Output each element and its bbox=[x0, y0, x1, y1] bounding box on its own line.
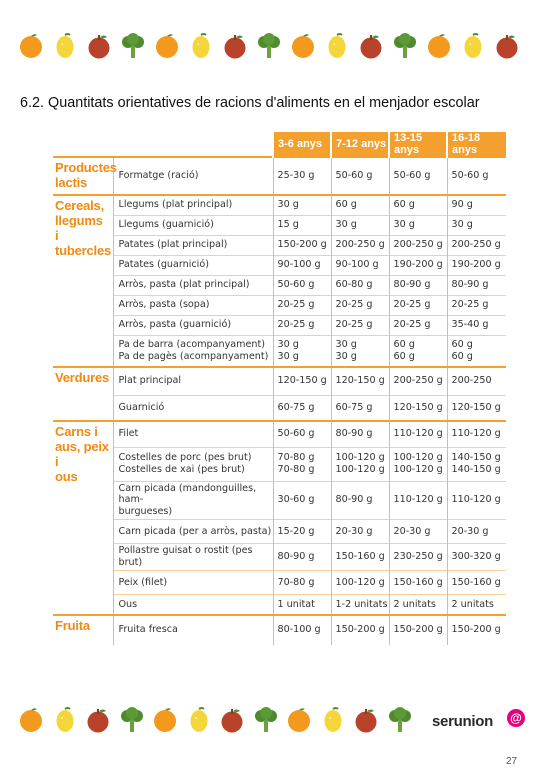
apple-icon bbox=[358, 32, 384, 60]
portion-value: 50-60 g bbox=[273, 275, 331, 295]
lemon-icon bbox=[188, 32, 214, 60]
orange-icon bbox=[18, 706, 44, 734]
page-number: 27 bbox=[506, 756, 518, 767]
category-label: Cereals, llegums i tubercles bbox=[53, 195, 113, 367]
portion-value: 1 unitat bbox=[273, 595, 331, 615]
portion-value: 190-200 g bbox=[447, 255, 506, 275]
portion-value: 30 g 30 g bbox=[273, 335, 331, 367]
table-row bbox=[53, 157, 506, 195]
category-label: Carns i aus, peix i ous bbox=[53, 421, 113, 615]
lemon-icon bbox=[320, 706, 346, 734]
food-item: Carn picada (mandonguilles, ham- burgueses) bbox=[113, 481, 273, 520]
portion-value: 200-250 g bbox=[389, 235, 447, 255]
food-item: Pollastre guisat o rostit (pes brut) bbox=[113, 544, 273, 571]
portion-value: 150-200 g bbox=[389, 615, 447, 645]
portion-value: 20-30 g bbox=[447, 520, 506, 544]
portion-value: 150-160 g bbox=[447, 571, 506, 595]
table-row bbox=[53, 421, 506, 447]
portion-value: 150-200 g bbox=[447, 615, 506, 645]
table-row bbox=[53, 395, 506, 421]
portion-value: 2 unitats bbox=[447, 595, 506, 615]
portion-value: 20-30 g bbox=[389, 520, 447, 544]
portion-value: 20-25 g bbox=[273, 295, 331, 315]
apple-icon bbox=[222, 32, 248, 60]
portion-value: 50-60 g bbox=[389, 157, 447, 195]
table-row bbox=[53, 315, 506, 335]
portion-value: 20-30 g bbox=[331, 520, 389, 544]
food-item: Llegums (plat principal) bbox=[113, 195, 273, 215]
table-row bbox=[53, 215, 506, 235]
portion-value: 20-25 g bbox=[447, 295, 506, 315]
category-label: Fruita bbox=[53, 615, 113, 645]
food-item: Costelles de porc (pes brut) Costelles de xai (pes brut) bbox=[113, 447, 273, 481]
lemon-icon bbox=[52, 32, 78, 60]
food-item: Filet bbox=[113, 421, 273, 447]
age-column-header: 7-12 anys bbox=[331, 132, 389, 157]
portion-value: 60-75 g bbox=[273, 395, 331, 421]
portion-value: 80-90 g bbox=[273, 544, 331, 571]
category-label: Productes lactis bbox=[53, 157, 113, 195]
portion-value: 120-150 g bbox=[331, 367, 389, 395]
portion-value: 1-2 unitats bbox=[331, 595, 389, 615]
food-item: Pa de barra (acompanyament) Pa de pagès (acompanyament) bbox=[113, 335, 273, 367]
portion-value: 150-160 g bbox=[389, 571, 447, 595]
orange-icon bbox=[426, 32, 452, 60]
lemon-icon bbox=[324, 32, 350, 60]
portion-value: 90-100 g bbox=[331, 255, 389, 275]
portion-value: 90-100 g bbox=[273, 255, 331, 275]
portion-value: 140-150 g 140-150 g bbox=[447, 447, 506, 481]
portion-value: 30 g bbox=[273, 195, 331, 215]
orange-icon bbox=[154, 32, 180, 60]
food-item: Plat principal bbox=[113, 367, 273, 395]
portion-value: 25-30 g bbox=[273, 157, 331, 195]
broccoli-icon bbox=[256, 32, 282, 60]
apple-icon bbox=[219, 706, 245, 734]
table-row bbox=[53, 235, 506, 255]
portion-value: 50-60 g bbox=[273, 421, 331, 447]
portion-value: 100-120 g 100-120 g bbox=[331, 447, 389, 481]
portion-value: 80-90 g bbox=[389, 275, 447, 295]
table-row bbox=[53, 255, 506, 275]
broccoli-icon bbox=[120, 32, 146, 60]
serunion-logo: serunion bbox=[432, 713, 493, 730]
portion-value: 120-150 g bbox=[389, 395, 447, 421]
portion-value: 30 g 30 g bbox=[331, 335, 389, 367]
portion-value: 120-150 g bbox=[447, 395, 506, 421]
food-item: Formatge (ració) bbox=[113, 157, 273, 195]
apple-icon bbox=[494, 32, 520, 60]
table-row bbox=[53, 481, 506, 520]
portion-value: 20-25 g bbox=[273, 315, 331, 335]
table-row bbox=[53, 447, 506, 481]
rations-table-container bbox=[53, 132, 506, 645]
food-item: Guarnició bbox=[113, 395, 273, 421]
age-column-header: 3-6 anys bbox=[273, 132, 331, 157]
portion-value: 100-120 g 100-120 g bbox=[389, 447, 447, 481]
fruit-decoration-top bbox=[18, 32, 522, 62]
portion-value: 200-250 g bbox=[389, 367, 447, 395]
portion-value: 200-250 g bbox=[447, 235, 506, 255]
lemon-icon bbox=[52, 706, 78, 734]
portion-value: 70-80 g bbox=[273, 571, 331, 595]
serunion-logo-mark: @ bbox=[507, 709, 525, 727]
portion-value: 90 g bbox=[447, 195, 506, 215]
table-row bbox=[53, 544, 506, 571]
portion-value: 110-120 g bbox=[389, 421, 447, 447]
table-row bbox=[53, 615, 506, 645]
apple-icon bbox=[86, 32, 112, 60]
table-row bbox=[53, 295, 506, 315]
portion-value: 110-120 g bbox=[389, 481, 447, 520]
table-header bbox=[53, 132, 506, 157]
age-column-header: 13-15 anys bbox=[389, 132, 447, 157]
header-blank bbox=[113, 132, 273, 157]
portion-value: 60-75 g bbox=[331, 395, 389, 421]
portion-value: 2 unitats bbox=[389, 595, 447, 615]
portion-value: 50-60 g bbox=[447, 157, 506, 195]
portion-value: 20-25 g bbox=[331, 315, 389, 335]
portion-value: 20-25 g bbox=[331, 295, 389, 315]
orange-icon bbox=[18, 32, 44, 60]
section-heading: 6.2. Quantitats orientatives de racions d'aliments en el menjador escolar bbox=[20, 95, 480, 111]
portion-value: 60 g 60 g bbox=[389, 335, 447, 367]
food-item: Peix (filet) bbox=[113, 571, 273, 595]
table-row bbox=[53, 595, 506, 615]
apple-icon bbox=[85, 706, 111, 734]
rations-table bbox=[53, 132, 506, 645]
broccoli-icon bbox=[119, 706, 145, 734]
food-item: Carn picada (per a arròs, pasta) bbox=[113, 520, 273, 544]
portion-value: 20-25 g bbox=[389, 295, 447, 315]
portion-value: 80-90 g bbox=[331, 421, 389, 447]
portion-value: 60 g bbox=[331, 195, 389, 215]
lemon-icon bbox=[460, 32, 486, 60]
portion-value: 200-250 bbox=[447, 367, 506, 395]
portion-value: 35-40 g bbox=[447, 315, 506, 335]
portion-value: 150-200 g bbox=[273, 235, 331, 255]
portion-value: 60-80 g bbox=[331, 275, 389, 295]
header-blank bbox=[53, 132, 113, 157]
portion-value: 110-120 g bbox=[447, 421, 506, 447]
portion-value: 15-20 g bbox=[273, 520, 331, 544]
portion-value: 120-150 g bbox=[273, 367, 331, 395]
portion-value: 60 g 60 g bbox=[447, 335, 506, 367]
food-item: Fruita fresca bbox=[113, 615, 273, 645]
table-body bbox=[53, 157, 506, 645]
portion-value: 15 g bbox=[273, 215, 331, 235]
portion-value: 110-120 g bbox=[447, 481, 506, 520]
portion-value: 80-100 g bbox=[273, 615, 331, 645]
lemon-icon bbox=[186, 706, 212, 734]
table-row bbox=[53, 367, 506, 395]
table-row bbox=[53, 275, 506, 295]
table-row bbox=[53, 571, 506, 595]
portion-value: 100-120 g bbox=[331, 571, 389, 595]
food-item: Ous bbox=[113, 595, 273, 615]
portion-value: 30-60 g bbox=[273, 481, 331, 520]
table-row bbox=[53, 195, 506, 215]
portion-value: 80-90 g bbox=[447, 275, 506, 295]
portion-value: 60 g bbox=[389, 195, 447, 215]
portion-value: 70-80 g 70-80 g bbox=[273, 447, 331, 481]
food-item: Arròs, pasta (guarnició) bbox=[113, 315, 273, 335]
portion-value: 230-250 g bbox=[389, 544, 447, 571]
portion-value: 30 g bbox=[331, 215, 389, 235]
food-item: Llegums (guarnició) bbox=[113, 215, 273, 235]
broccoli-icon bbox=[253, 706, 279, 734]
portion-value: 30 g bbox=[389, 215, 447, 235]
portion-value: 190-200 g bbox=[389, 255, 447, 275]
portion-value: 150-160 g bbox=[331, 544, 389, 571]
portion-value: 150-200 g bbox=[331, 615, 389, 645]
portion-value: 80-90 g bbox=[331, 481, 389, 520]
apple-icon bbox=[353, 706, 379, 734]
portion-value: 50-60 g bbox=[331, 157, 389, 195]
portion-value: 20-25 g bbox=[389, 315, 447, 335]
broccoli-icon bbox=[387, 706, 413, 734]
portion-value: 300-320 g bbox=[447, 544, 506, 571]
food-item: Patates (plat principal) bbox=[113, 235, 273, 255]
orange-icon bbox=[286, 706, 312, 734]
portion-value: 30 g bbox=[447, 215, 506, 235]
portion-value: 200-250 g bbox=[331, 235, 389, 255]
food-item: Arròs, pasta (plat principal) bbox=[113, 275, 273, 295]
orange-icon bbox=[152, 706, 178, 734]
fruit-decoration-bottom bbox=[18, 706, 413, 736]
category-label: Verdures bbox=[53, 367, 113, 421]
broccoli-icon bbox=[392, 32, 418, 60]
food-item: Patates (guarnició) bbox=[113, 255, 273, 275]
age-column-header: 16-18 anys bbox=[447, 132, 506, 157]
table-row bbox=[53, 335, 506, 367]
food-item: Arròs, pasta (sopa) bbox=[113, 295, 273, 315]
orange-icon bbox=[290, 32, 316, 60]
table-row bbox=[53, 520, 506, 544]
